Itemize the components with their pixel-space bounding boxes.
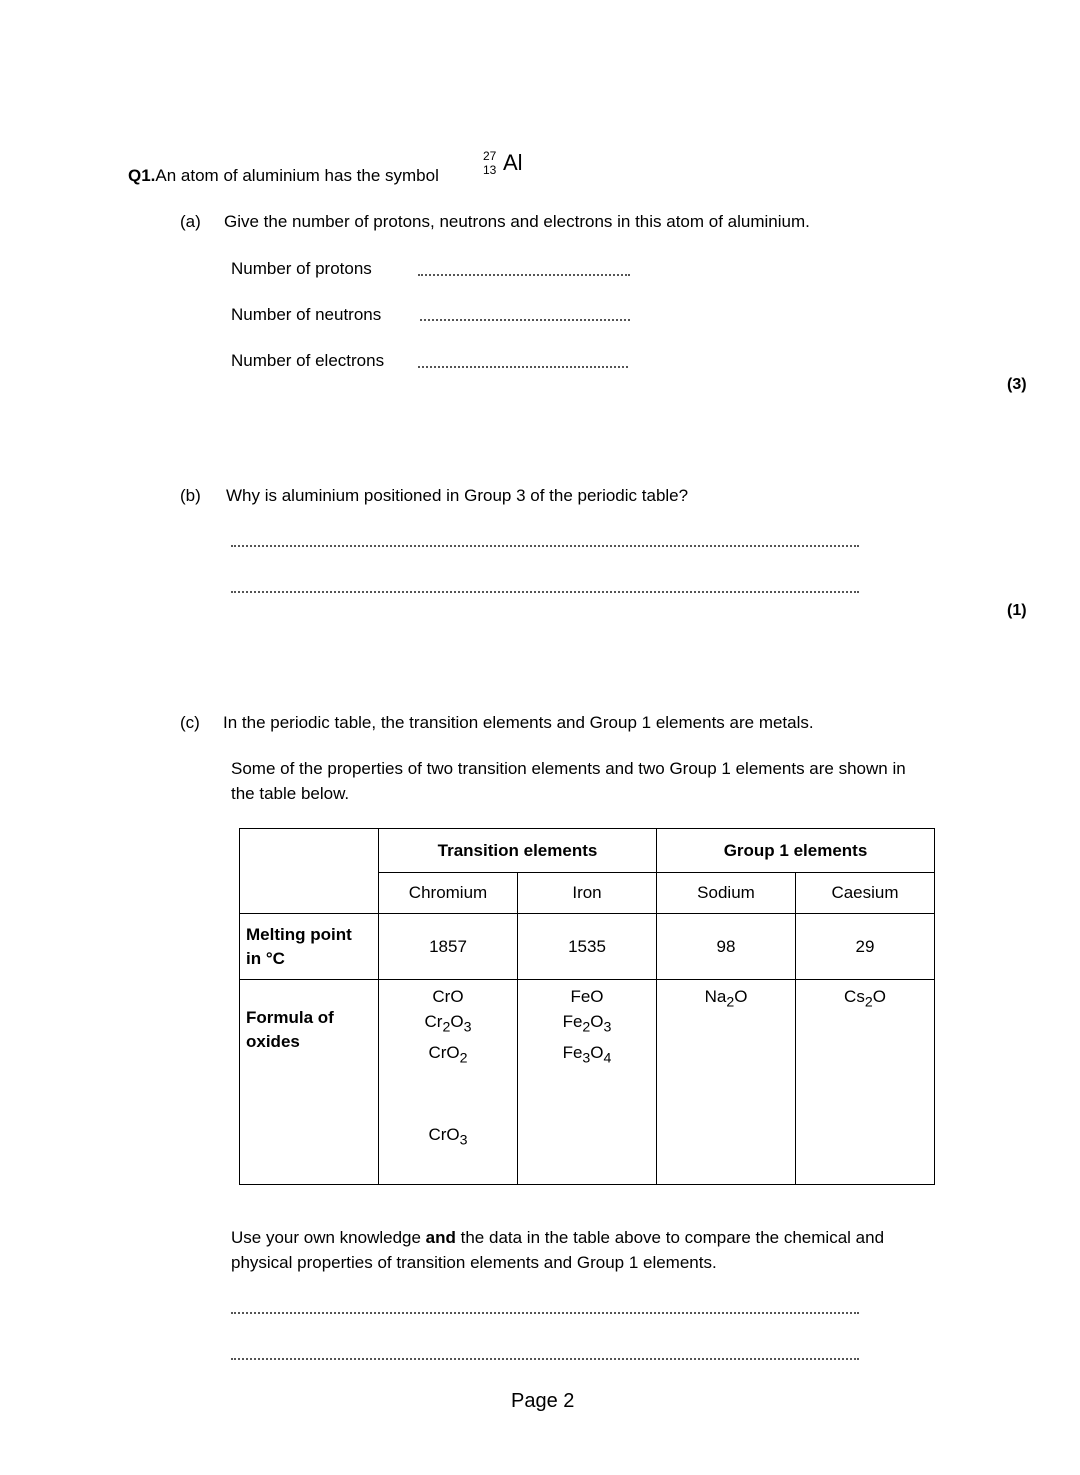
compare-suffix: the data in the table above to compare the chemical and [455,1228,885,1247]
part-c-question: In the periodic table, the transition elements and Group 1 elements are metals. [223,713,814,732]
table-oxides-row [240,980,935,1185]
mass-number: 27 [483,149,497,163]
melting-point-label-line-2: in °C [246,948,285,968]
oxide-formula: $Cr_2O_3$ [424,1012,472,1036]
melting-point-label-line-1: Melting point [246,924,352,944]
electrons-label: Number of electrons [231,351,385,370]
oxide-formula: CrO$_2$ [428,1043,468,1067]
melting-point-caesium: 29 [796,914,935,980]
part-b-marks: (1) [1007,602,1027,619]
neutrons-answer-line[interactable] [420,319,630,321]
element-sodium: Sodium [657,873,796,914]
part-c-intro-line-1: Some of the properties of two transition elements and two Group 1 elements are shown in [231,759,906,778]
oxide-formula: $Na_2O$ [704,987,748,1011]
melting-point-sodium: 98 [657,914,796,980]
neutrons-label: Number of neutrons [231,305,382,324]
melting-point-chromium: 1857 [379,914,518,980]
question-number: Q1. [128,166,156,185]
part-b-question: Why is aluminium positioned in Group 3 of the periodic table? [226,486,689,505]
element-caesium: Caesium [796,873,935,914]
compare-prompt-line-1 [231,1228,884,1248]
compare-prefix: Use your own knowledge [231,1228,426,1247]
melting-point-label [240,914,379,980]
table-group-header-row [240,829,935,873]
part-a-question: Give the number of protons, neutrons and electrons in this atom of aluminium. [224,212,810,231]
atomic-number: 13 [483,163,497,177]
oxide-formula: CrO [432,987,464,1006]
transition-elements-header: Transition elements [379,829,657,873]
oxide-formula: CrO$_3$ [428,1124,468,1149]
melting-point-iron: 1535 [518,914,657,980]
oxide-formula: FeO [570,987,604,1006]
oxides-caesium [796,980,935,1185]
part-a-marks: (3) [1007,376,1027,393]
oxide-formula: $Fe_3O_4$ [562,1043,612,1067]
protons-answer-line[interactable] [418,274,630,276]
oxides-chromium [379,980,518,1185]
part-c-intro-line-2: the table below. [231,784,350,803]
page-number: Page 2 [511,1390,575,1412]
part-b-answer-line-1[interactable] [231,545,859,547]
group1-elements-header: Group 1 elements [657,829,935,873]
electrons-answer-line[interactable] [418,366,628,368]
oxides-iron [518,980,657,1185]
protons-label: Number of protons [231,259,372,278]
oxides-label-line-1: Formula of [246,1008,334,1027]
part-c-answer-line-1[interactable] [231,1312,859,1314]
part-b-label: (b) [180,486,201,505]
part-c-answer-line-2[interactable] [231,1358,859,1360]
part-c-label: (c) [180,713,200,732]
aluminium-nuclide-symbol [483,150,533,186]
compare-prompt-line-2: physical properties of transition elements and Group 1 elements. [231,1253,717,1272]
element-chromium: Chromium [379,873,518,914]
question-intro-text: An atom of aluminium has the symbol [155,166,439,185]
part-a-label: (a) [180,212,201,231]
table-corner-cell [240,829,379,914]
table-melting-row [240,914,935,980]
properties-table [239,828,935,1185]
question-intro [128,166,439,186]
oxides-label-line-2: oxides [246,1032,300,1051]
part-b-answer-line-2[interactable] [231,591,859,593]
compare-bold-word: and [425,1228,456,1247]
oxides-label [240,980,379,1185]
element-iron: Iron [518,873,657,914]
element-symbol: Al [503,150,523,175]
oxide-formula: $Fe_2O_3$ [562,1012,612,1036]
oxides-sodium [657,980,796,1185]
oxide-formula: $Cs_2O$ [844,987,886,1011]
